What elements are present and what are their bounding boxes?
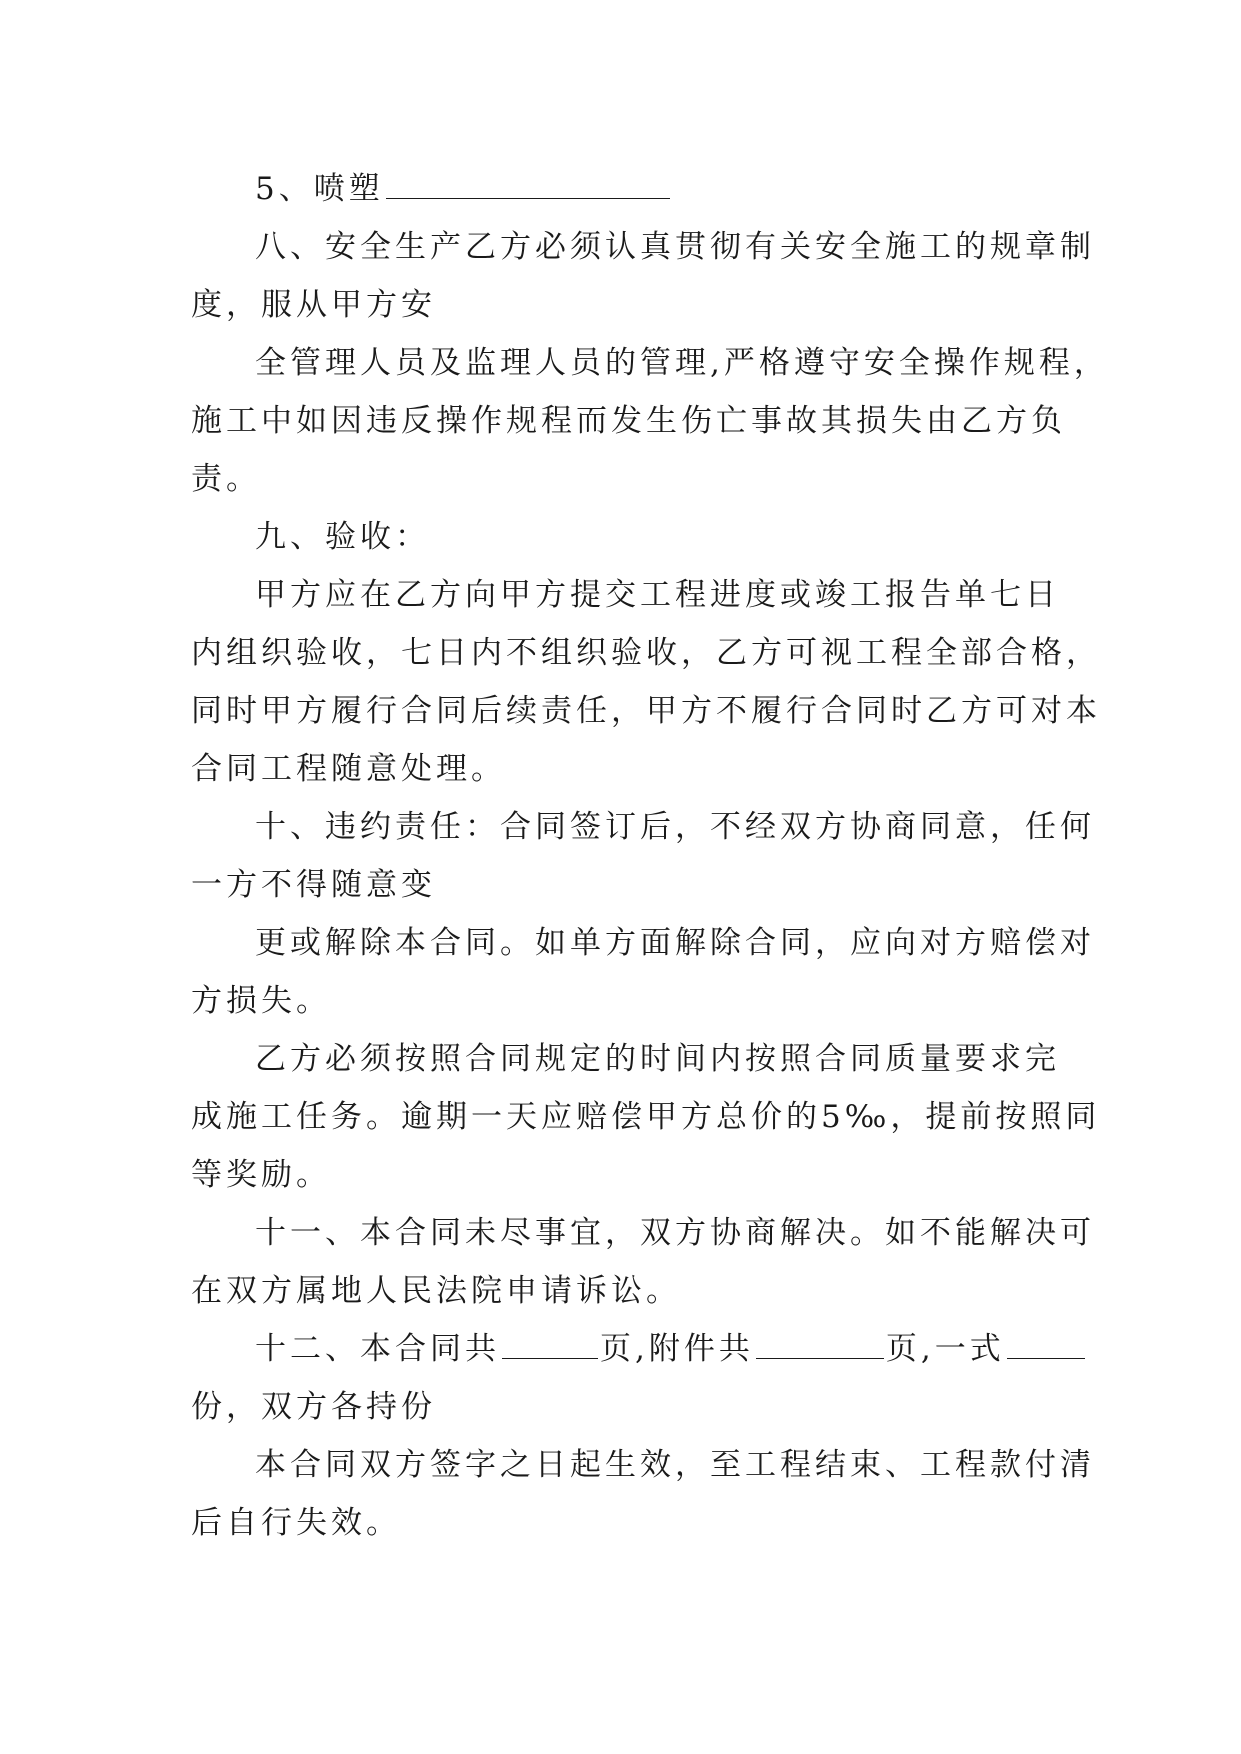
paragraph-deadline-line-3: 等奖励。 (191, 1157, 331, 1193)
copies-label-pages: 十二、本合同共 (255, 1331, 500, 1367)
attachment-pages-blank (756, 1332, 884, 1359)
paragraph-spray-coating (191, 160, 1046, 218)
paragraph-deadline-line-2: 成施工任务。逾期一天应赔偿甲方总价的5‰，提前按照同 (191, 1099, 1101, 1135)
spray-coating-label: 5、喷塑 (255, 171, 384, 207)
spray-coating-blank (386, 172, 670, 199)
paragraph-acceptance-line-4: 合同工程随意处理。 (191, 751, 506, 787)
paragraph-acceptance-line-1: 甲方应在乙方向甲方提交工程进度或竣工报告单七日 (255, 577, 1060, 613)
copies-label-attachments: 页,附件共 (600, 1331, 754, 1367)
section-heading-acceptance: 九、验收： (255, 519, 430, 555)
pages-blank (502, 1332, 598, 1359)
paragraph-management-line-1: 全管理人员及监理人员的管理,严格遵守安全操作规程， (255, 345, 1109, 381)
paragraph-termination-line-1: 更或解除本合同。如单方面解除合同，应向对方赔偿对 (255, 925, 1095, 961)
paragraph-unresolved-line-1: 十一、本合同未尽事宜，双方协商解决。如不能解决可 (255, 1215, 1095, 1251)
paragraph-management-line-3: 责。 (191, 461, 261, 497)
paragraph-copies-line-1 (191, 1320, 1046, 1378)
paragraph-management-line-2: 施工中如因违反操作规程而发生伤亡事故其损失由乙方负 (191, 403, 1066, 439)
paragraph-breach-line-1: 十、违约责任：合同签订后，不经双方协商同意，任何 (255, 809, 1095, 845)
paragraph-deadline-line-1: 乙方必须按照合同规定的时间内按照合同质量要求完 (255, 1041, 1060, 1077)
paragraph-effective-line-1: 本合同双方签字之日起生效，至工程结束、工程款付清 (255, 1447, 1095, 1483)
paragraph-breach-line-2: 一方不得随意变 (191, 867, 436, 903)
paragraph-copies-line-2: 份，双方各持份 (191, 1389, 436, 1425)
paragraph-termination-line-2: 方损失。 (191, 983, 331, 1019)
copies-label-sets: 页,一式 (885, 1331, 1005, 1367)
paragraph-acceptance-line-3: 同时甲方履行合同后续责任，甲方不履行合同时乙方可对本 (191, 693, 1101, 729)
contract-body (191, 160, 1109, 1552)
paragraph-safety-line-2: 度，服从甲方安 (191, 287, 436, 323)
paragraph-unresolved-line-2: 在双方属地人民法院申请诉讼。 (191, 1273, 681, 1309)
paragraph-effective-line-2: 后自行失效。 (191, 1505, 401, 1541)
paragraph-safety-line-1: 八、安全生产乙方必须认真贯彻有关安全施工的规章制 (255, 229, 1095, 265)
copies-blank (1007, 1332, 1085, 1359)
paragraph-acceptance-line-2: 内组织验收，七日内不组织验收，乙方可视工程全部合格， (191, 635, 1101, 671)
